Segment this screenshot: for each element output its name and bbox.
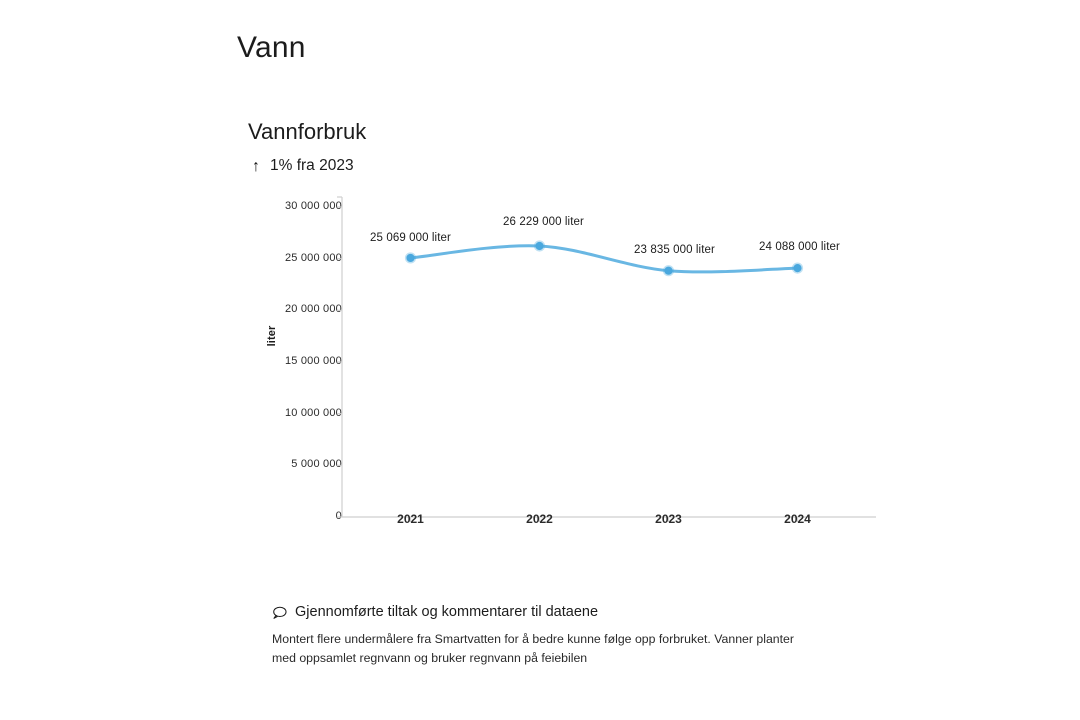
- y-axis-tick-label: 0: [335, 510, 342, 522]
- y-axis-tick-label: 25 000 000: [284, 251, 342, 264]
- data-point-label: 23 835 000 liter: [634, 243, 715, 256]
- y-axis-title: liter: [266, 325, 278, 347]
- data-point-label: 25 069 000 liter: [370, 231, 451, 244]
- x-axis-tick-label: 2024: [784, 512, 811, 526]
- arrow-up-icon: ↑: [252, 157, 260, 175]
- y-axis-tick-label: 10 000 000: [284, 406, 342, 419]
- chart-title: Vannforbruk: [248, 119, 367, 144]
- speech-bubble-icon: [272, 606, 287, 620]
- y-axis-tick-label: 15 000 000: [284, 355, 342, 367]
- chart-plot-area: [240, 190, 880, 545]
- x-axis-tick-label: 2023: [655, 512, 682, 526]
- comment-section: [272, 604, 832, 668]
- y-axis-tick-label: 5 000 000: [291, 458, 342, 471]
- trend-label: 1% fra 2023: [270, 157, 354, 174]
- y-axis-tick-label: 20 000 000: [284, 303, 342, 316]
- y-axis-tick-label: 30 000 000: [284, 200, 342, 212]
- comment-heading-row: [272, 604, 832, 621]
- comment-heading-label: Gjennomførte tiltak og kommentarer til dataene: [295, 604, 599, 620]
- x-axis-tick-label: 2022: [526, 512, 553, 526]
- data-point-label: 26 229 000 liter: [503, 215, 584, 228]
- page-title: Vann: [237, 31, 306, 64]
- x-axis-tick-label: 2021: [397, 512, 424, 526]
- trend-indicator: [249, 157, 354, 175]
- comment-body-text: Montert flere undermålere fra Smartvatten for å bedre kunne følge opp forbruket. Vanner planter med oppsamlet regnvann og bruker regnvann på feiebilen: [272, 632, 794, 666]
- data-point-label: 24 088 000 liter: [759, 241, 840, 254]
